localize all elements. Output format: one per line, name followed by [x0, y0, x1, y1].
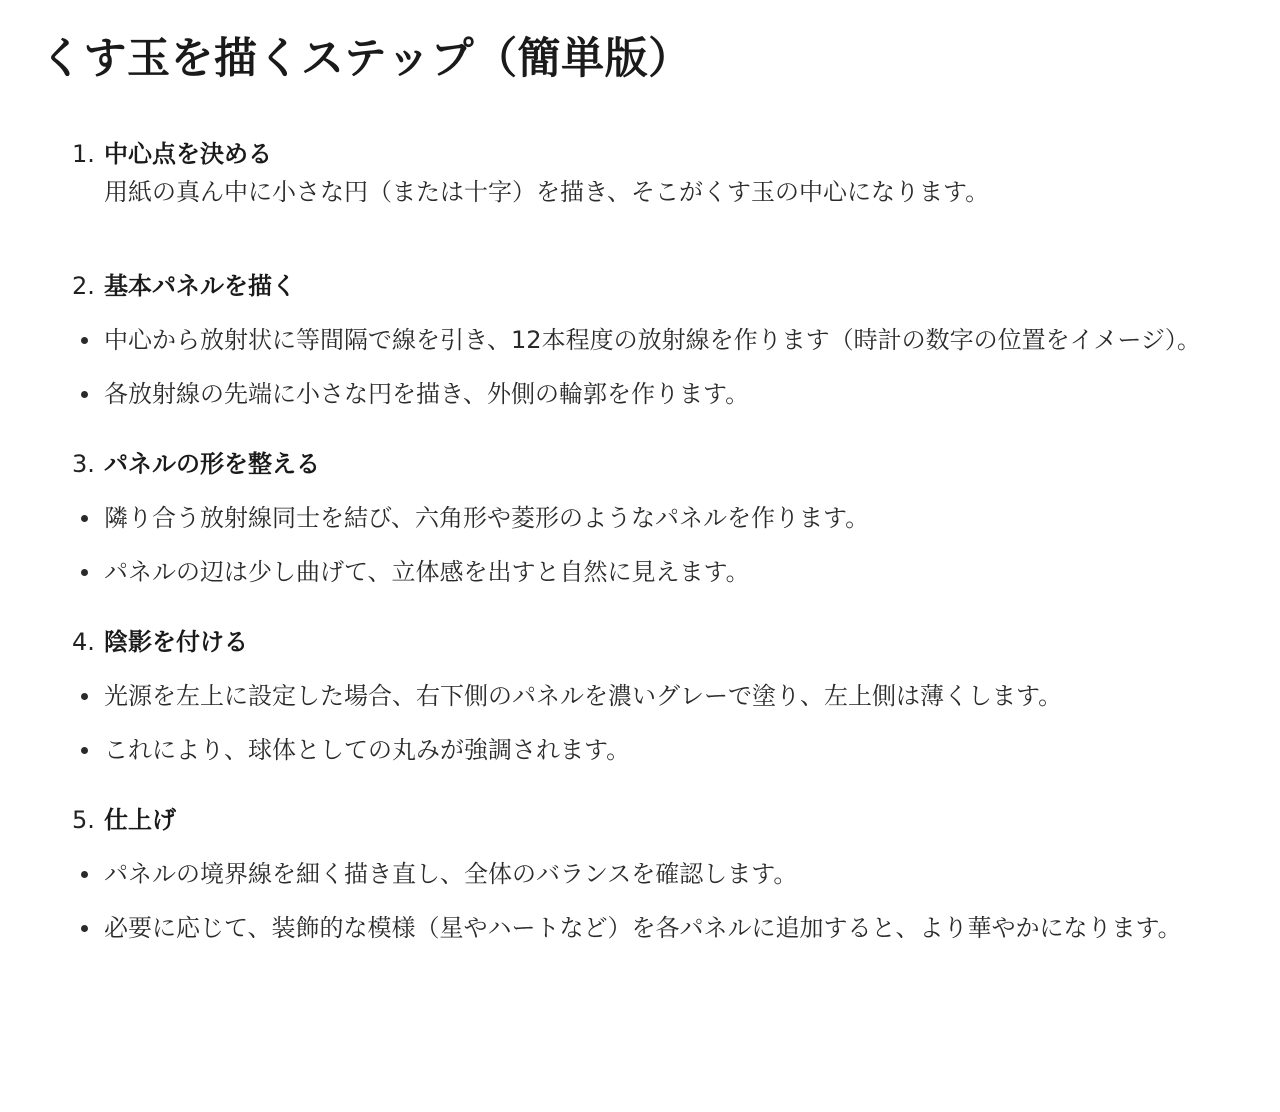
bullet-dot-icon	[81, 391, 88, 398]
step-header	[72, 446, 1280, 482]
bullet-dot-icon	[81, 871, 88, 878]
step-heading: 陰影を付ける	[104, 628, 248, 656]
bullet-text: 各放射線の先端に小さな円を描き、外側の輪郭を作ります。	[104, 380, 750, 408]
bullet-item	[104, 554, 1234, 590]
step-header	[72, 136, 1280, 172]
step-heading: 中心点を決める	[104, 140, 272, 168]
bullet-dot-icon	[81, 925, 88, 932]
step-item	[40, 624, 1280, 802]
bullet-text: 中心から放射状に等間隔で線を引き、12本程度の放射線を作ります（時計の数字の位置をイメージ）。	[104, 326, 1201, 354]
step-number: 3.	[72, 450, 95, 478]
bullet-list	[40, 500, 1280, 590]
bullet-dot-icon	[81, 693, 88, 700]
bullet-item	[104, 500, 1234, 536]
steps-list	[40, 136, 1280, 946]
bullet-dot-icon	[81, 515, 88, 522]
step-item	[40, 802, 1280, 946]
step-heading: パネルの形を整える	[104, 450, 320, 478]
step-header	[72, 624, 1280, 660]
bullet-item	[104, 910, 1234, 946]
step-number: 4.	[72, 628, 95, 656]
bullet-list	[40, 678, 1280, 768]
step-item	[40, 136, 1280, 268]
bullet-text: 必要に応じて、装飾的な模様（星やハートなど）を各パネルに追加すると、より華やかになります。	[104, 914, 1182, 942]
step-description: 用紙の真ん中に小さな円（または十字）を描き、そこがくす玉の中心になります。	[104, 178, 990, 206]
bullet-text: 光源を左上に設定した場合、右下側のパネルを濃いグレーで塗り、左上側は薄くします。	[104, 682, 1063, 710]
bullet-text: 隣り合う放射線同士を結び、六角形や菱形のようなパネルを作ります。	[104, 504, 870, 532]
page-title: くす玉を描くステップ（簡単版）	[40, 34, 692, 84]
step-heading: 基本パネルを描く	[104, 272, 296, 300]
bullet-dot-icon	[81, 569, 88, 576]
step-heading: 仕上げ	[104, 806, 176, 834]
bullet-list	[40, 322, 1280, 412]
bullet-text: これにより、球体としての丸みが強調されます。	[104, 736, 631, 764]
bullet-item	[104, 322, 1234, 358]
bullet-item	[104, 856, 1234, 892]
step-header	[72, 802, 1280, 838]
step-item	[40, 268, 1280, 446]
bullet-dot-icon	[81, 337, 88, 344]
bullet-item	[104, 376, 1234, 412]
bullet-list	[40, 856, 1280, 946]
step-number: 5.	[72, 806, 95, 834]
step-number: 2.	[72, 272, 95, 300]
bullet-item	[104, 732, 1234, 768]
step-header	[72, 268, 1280, 304]
step-number: 1.	[72, 140, 95, 168]
bullet-item	[104, 678, 1234, 714]
bullet-text: パネルの辺は少し曲げて、立体感を出すと自然に見えます。	[104, 558, 750, 586]
step-item	[40, 446, 1280, 624]
bullet-text: パネルの境界線を細く描き直し、全体のバランスを確認します。	[104, 860, 798, 888]
bullet-dot-icon	[81, 747, 88, 754]
